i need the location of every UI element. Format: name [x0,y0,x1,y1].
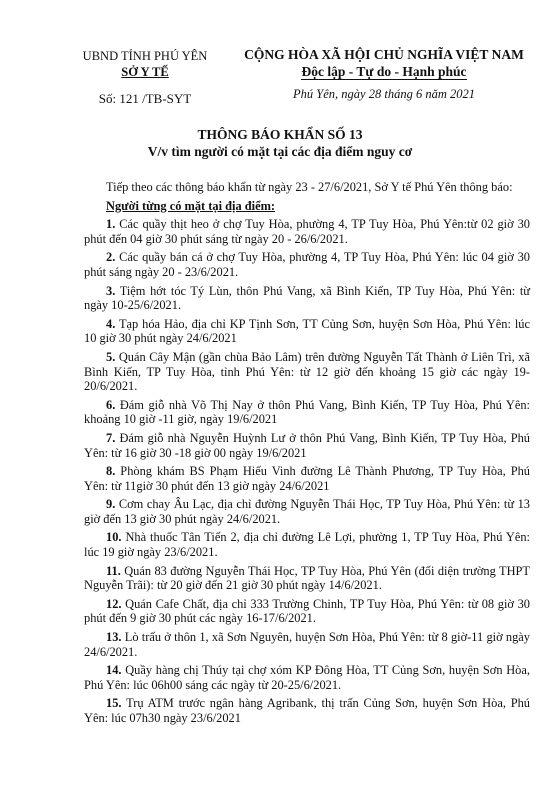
list-item [84,250,530,279]
list-item-text: Nhà thuốc Tân Tiến 2, địa chỉ đường Lê Lợi, phường 1, TP Tuy Hòa, Phú Yên: lúc 19 giờ ngày 23/6/2021. [84,530,530,560]
list-item [84,530,530,559]
list-item-number: 12. [106,596,122,611]
national-motto [236,63,532,80]
location-list [84,217,530,725]
list-item-number: 9. [106,497,116,512]
list-item-number: 1. [106,217,116,232]
list-item-number: 2. [106,250,116,265]
list-item-number: 6. [106,397,116,412]
list-item-text: Quán 83 đường Nguyễn Thái Học, TP Tuy Hòa, Phú Yên (đối diện trường THPT Nguyễn Trãi): từ 20 giờ đến 21 giờ 30 phút ngày 14/6/2021. [84,563,530,593]
issuer-dept: SỞ Y TẾ [121,65,169,79]
list-item-number: 3. [106,283,116,298]
list-item-number: 11. [106,563,121,578]
list-item-text: Phòng khám BS Phạm Hiếu Vinh đường Lê Thành Phương, TP Tuy Hòa, Phú Yên: từ 11giờ 30 phút đến 13 giờ ngày 24/6/2021 [84,464,530,493]
section-heading: Người từng có mặt tại địa điểm: [106,198,276,213]
list-item-text: Tạp hóa Hảo, địa chỉ KP Tịnh Sơn, TT Củng Sơn, huyện Sơn Hòa, Phú Yên: lúc 10 giờ 30 phút ngày 24/6/2021 [84,316,530,346]
list-item [84,497,530,526]
list-item-text: Quán Cafe Chất, địa chỉ 333 Trường Chinh, TP Tuy Hòa, Phú Yên: từ 08 giờ 30 phút đến 9 giờ 30 phút các ngày 16-17/6/2021. [84,596,530,626]
list-item-text: Trụ ATM trước ngân hàng Agribank, thị trấn Củng Sơn, huyện Sơn Hòa, Phú Yên: lúc 07h30 ngày 23/6/2021 [84,696,530,725]
list-item-text: Quán Cây Mận (gần chùa Bảo Lâm) trên đường Nguyễn Tất Thành ở Liên Trì, xã Bình Kiến, TP Tuy Hòa, tỉnh Phú Yên: từ 12 giờ đến khoảng 15 giờ các ngày 19-20/6/2021. [84,349,530,394]
list-item-text: Cơm chay Âu Lạc, địa chỉ đường Nguyễn Thái Học, TP Tuy Hòa, Phú Yên: từ 13 giờ đến 13 giờ 30 phút ngày 24/6/2021. [84,497,530,526]
list-item-number: 8. [106,464,116,479]
list-item-text: Lò trấu ở thôn 1, xã Sơn Nguyên, huyện Sơn Hòa, Phú Yên: từ 8 giờ-11 giờ ngày 24/6/2021. [84,630,530,659]
notice-subject: V/v tìm người có mặt tại các địa điểm nguy cơ [147,144,413,159]
national-header [236,46,532,102]
list-item-text: Tiệm hớt tóc Tý Lùn, thôn Phú Vang, xã Bình Kiến, TP Tuy Hòa, Phú Yên: từ ngày 10-25/6/2021. [84,283,530,313]
list-item [84,597,530,626]
list-item [84,350,530,394]
list-item [84,696,530,725]
list-item [84,663,530,692]
notice-title: THÔNG BÁO KHẨN SỐ 13 [197,127,363,142]
list-item-text: Đám giỗ nhà Võ Thị Nay ở thôn Phú Vang, Bình Kiến, TP Tuy Hòa, Phú Yên: khoảng 10 giờ -11 giờ, ngày 19/6/2021 [84,397,530,427]
list-item-text: Quầy hàng chị Thúy tại chợ xóm KP Đông Hòa, TT Củng Sơn, huyện Sơn Hòa, Phú Yên: lúc 06h00 sáng các ngày từ 20-25/6/2021. [84,663,530,692]
list-item [84,630,530,659]
motto-text: Độc lập - Tự do - Hạnh phúc [301,64,467,79]
list-item-number: 15. [106,696,122,711]
list-item-number: 10. [106,530,122,545]
title-block [40,126,520,160]
list-item [84,564,530,593]
document-number: Số: 121 /TB-SYT [98,91,192,106]
list-item-number: 7. [106,430,116,445]
list-item-number: 13. [106,630,122,645]
list-item [84,284,530,313]
list-item-number: 4. [106,316,116,331]
list-item [84,317,530,346]
list-item-number: 14. [106,663,122,678]
national-title: CỘNG HÒA XÃ HỘI CHỦ NGHĨA VIỆT NAM [244,47,524,62]
list-item-number: 5. [106,349,116,364]
list-item-text: Các quầy thịt heo ở chợ Tuy Hòa, phường 4, TP Tuy Hòa, Phú Yên:từ 02 giờ 30 phút đến 04 giờ 30 phút sáng từ ngày 20 - 26/6/2021. [84,217,530,246]
list-item-text: Các quầy bán cá ở chợ Tuy Hòa, phường 4, TP Tuy Hòa, Phú Yên: lúc 04 giờ 30 phút sáng ngày 20 - 23/6/2021. [84,250,530,279]
list-item [84,217,530,246]
notice-body [84,180,530,730]
list-item [84,431,530,460]
list-item [84,398,530,427]
intro-paragraph: Tiếp theo các thông báo khẩn từ ngày 23 - 27/6/2021, Sở Y tế Phú Yên thông báo: [106,180,513,194]
issuer-block [60,48,230,107]
issuer-org: UBND TỈNH PHÚ YÊN [82,49,208,63]
list-item [84,464,530,493]
list-item-text: Đám giỗ nhà Nguyễn Huỳnh Lư ở thôn Phú Vang, Bình Kiến, TP Tuy Hòa, Phú Yên: từ 16 giờ 30 -18 giờ 00 ngày 19/6/2021 [84,430,530,460]
issue-date: Phú Yên, ngày 28 tháng 6 năm 2021 [293,87,475,101]
